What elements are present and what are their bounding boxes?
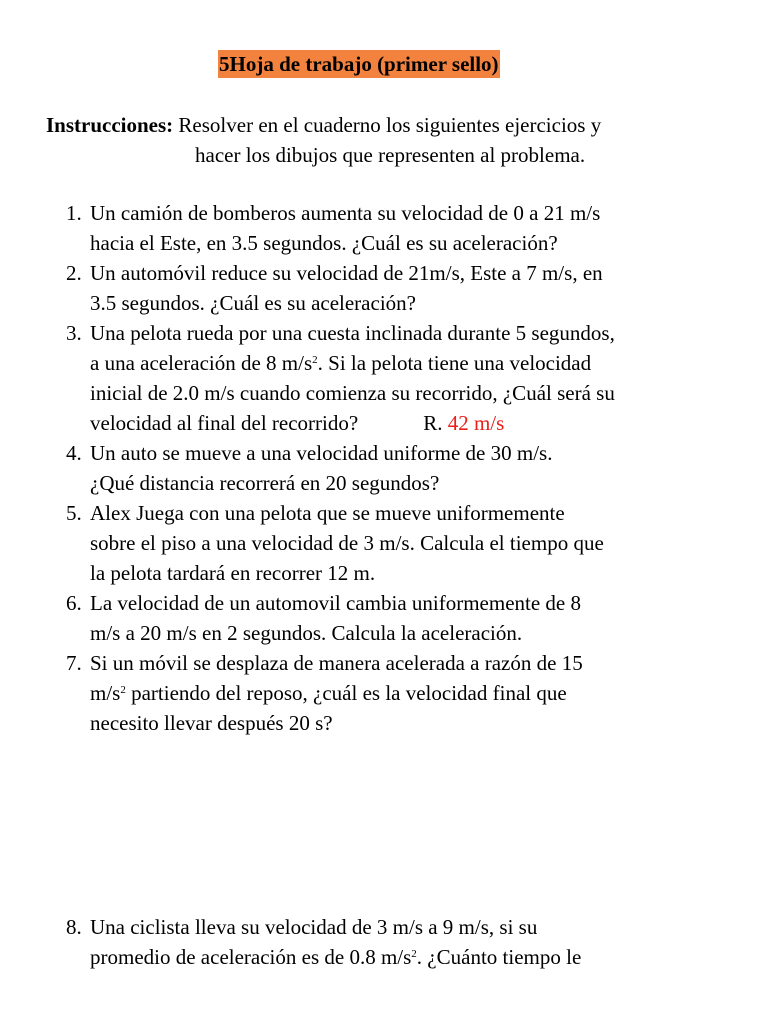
- superscript: 2: [120, 684, 126, 696]
- problem-text: velocidad al final del recorrido?: [90, 411, 359, 435]
- problem-8: [66, 912, 736, 972]
- problem-number: 1.: [66, 201, 82, 225]
- problem-line: la pelota tardará en recorrer 12 m.: [90, 561, 376, 585]
- problem-number: 3.: [66, 321, 82, 345]
- problem-text: . ¿Cuánto tiempo le: [416, 945, 582, 969]
- problem-line: [90, 348, 736, 378]
- problem-text: promedio de aceleración es de 0.8 m/s: [90, 945, 412, 969]
- problem-line: Si un móvil se desplaza de manera acelerada a razón de 15: [90, 651, 583, 675]
- answer-label: R.: [423, 411, 443, 435]
- superscript: 2: [312, 354, 318, 366]
- problem-line: [90, 408, 736, 438]
- problem-text: partiendo del reposo, ¿cuál es la velocidad final que: [125, 681, 567, 705]
- problem-list: [66, 198, 736, 972]
- problem-4: [66, 438, 736, 498]
- problem-7: [66, 648, 736, 738]
- problem-line: 3.5 segundos. ¿Cuál es su aceleración?: [90, 291, 416, 315]
- problem-3: [66, 318, 736, 438]
- problem-line: necesito llevar después 20 s?: [90, 711, 333, 735]
- problem-line: Un camión de bomberos aumenta su velocidad de 0 a 21 m/s: [90, 201, 601, 225]
- problem-line: inicial de 2.0 m/s cuando comienza su recorrido, ¿Cuál será su: [90, 381, 615, 405]
- instructions-text-1: Resolver en el cuaderno los siguientes ejercicios y: [178, 113, 602, 137]
- problem-line: Una pelota rueda por una cuesta inclinada durante 5 segundos,: [90, 321, 615, 345]
- problem-number: 4.: [66, 441, 82, 465]
- problem-1: [66, 198, 736, 258]
- answer-value: 42 m/s: [447, 411, 505, 435]
- problem-number: 6.: [66, 591, 82, 615]
- blank-space: [66, 738, 736, 912]
- worksheet-title: 5Hoja de trabajo (primer sello): [219, 52, 499, 76]
- problem-number: 7.: [66, 651, 82, 675]
- problem-line: La velocidad de un automovil cambia uniformemente de 8: [90, 591, 581, 615]
- problem-text: a una aceleración de 8 m/s: [90, 351, 313, 375]
- problem-number: 5.: [66, 501, 82, 525]
- problem-line: Un automóvil reduce su velocidad de 21m/s, Este a 7 m/s, en: [90, 261, 603, 285]
- instructions-label: Instrucciones:: [46, 113, 174, 137]
- problem-number: 8.: [66, 915, 82, 939]
- problem-line: [90, 678, 736, 708]
- problem-2: [66, 258, 736, 318]
- problem-text: m/s: [90, 681, 121, 705]
- problem-line: [90, 942, 736, 972]
- problem-number: 2.: [66, 261, 82, 285]
- instructions-line-2: hacer los dibujos que representen al problema.: [195, 143, 586, 167]
- instructions-line-1: [46, 110, 601, 140]
- problem-line: m/s a 20 m/s en 2 segundos. Calcula la aceleración.: [90, 621, 523, 645]
- problem-6: [66, 588, 736, 648]
- problem-line: hacia el Este, en 3.5 segundos. ¿Cuál es su aceleración?: [90, 231, 558, 255]
- problem-line: Una ciclista lleva su velocidad de 3 m/s a 9 m/s, si su: [90, 915, 538, 939]
- problem-line: sobre el piso a una velocidad de 3 m/s. Calcula el tiempo que: [90, 531, 604, 555]
- problem-text: . Si la pelota tiene una velocidad: [317, 351, 592, 375]
- superscript: 2: [411, 948, 417, 960]
- problem-5: [66, 498, 736, 588]
- problem-line: Un auto se mueve a una velocidad uniforme de 30 m/s.: [90, 441, 553, 465]
- problem-line: Alex Juega con una pelota que se mueve uniformemente: [90, 501, 565, 525]
- problem-line: ¿Qué distancia recorrerá en 20 segundos?: [90, 471, 440, 495]
